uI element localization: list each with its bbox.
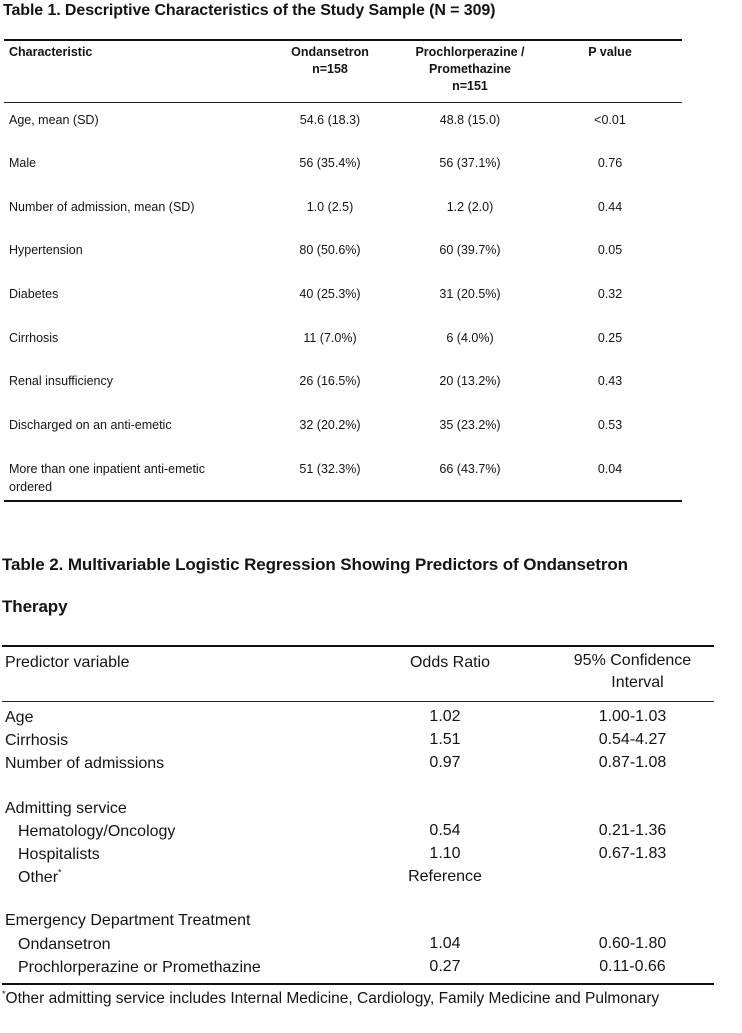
table2-row-label: Ondansetron [18,936,111,953]
table2-row-label: Hospitalists [18,846,100,863]
table1-header-characteristic: Characteristic [9,45,93,59]
table1-row-ondansetron: 80 (50.6%) [299,243,361,257]
table2-row-odds: Reference [408,868,482,885]
table2-row-label: Prochlorperazine or Promethazine [18,959,261,976]
table2-row-label-text: Other [18,869,59,886]
table1-row-prochlor: 56 (37.1%) [439,156,501,170]
table2-row-label: Cirrhosis [5,732,69,749]
table2-top-rule [2,645,714,647]
table1-row-pvalue: 0.05 [597,243,623,257]
table1-row-pvalue: 0.32 [597,287,623,301]
table2-row-odds: 1.51 [429,731,461,748]
table1-header-pvalue: P value [588,45,632,59]
table1-header-ondansetron [270,44,390,78]
table1-row-pvalue: 0.44 [597,200,623,214]
table2-row-ci: 1.00-1.03 [598,708,667,725]
table1-row-prochlor: 66 (43.7%) [439,462,501,476]
table1-row-prochlor: 6 (4.0%) [446,331,494,345]
table1-header-prochlor-line2: Promethazine [429,62,511,76]
table1-row-label: More than one inpatient anti-emetic ordered [9,462,205,494]
table2-row-group-label: Emergency Department Treatment [5,912,251,929]
table1-row-ondansetron: 51 (32.3%) [299,462,361,476]
table1-row-pvalue: 0.76 [597,156,623,170]
table2-header-ci-line1: 95% Confidence [573,652,692,669]
footnote-marker: * [2,988,6,999]
table2-row-label: Age [5,709,34,726]
table2-row-ci: 0.54-4.27 [598,731,667,748]
table1-row-prochlor: 35 (23.2%) [439,418,501,432]
table1-row-prochlor: 1.2 (2.0) [446,200,494,214]
table2-row-odds: 0.97 [429,754,461,771]
table1-row-label: Cirrhosis [9,331,59,345]
table2-bottom-rule [2,983,714,985]
table1-row-pvalue: <0.01 [594,113,626,127]
table2-row-ci: 0.60-1.80 [598,935,667,952]
table2-row-odds: 1.02 [429,708,461,725]
table1-row-ondansetron: 54.6 (18.3) [299,113,361,127]
table2-header-ci-line2: Interval [611,674,664,691]
table1-header-prochlor-n: n=151 [452,79,488,93]
table1-row-ondansetron: 11 (7.0%) [303,331,357,345]
table2-title-line2: Therapy [2,597,68,616]
table1-row-label: Age, mean (SD) [9,113,99,127]
table1-header-ondansetron-label: Ondansetron [291,45,369,59]
table2-header-predictor: Predictor variable [5,654,130,671]
table1-header-ondansetron-n: n=158 [312,62,348,76]
table2-header-ci [545,650,720,694]
table1-row-label: Hypertension [9,243,83,257]
table1-row-prochlor: 31 (20.5%) [439,287,501,301]
table2-row-ci: 0.11-0.66 [599,958,666,975]
table1-row-prochlor: 48.8 (15.0) [439,113,501,127]
table2-footnote-text: Other admitting service includes Internal Medicine, Cardiology, Family Medicine and Pulmonary [5,990,660,1007]
table1-row-ondansetron: 26 (16.5%) [299,374,361,388]
table2-row-ci: 0.21-1.36 [598,822,667,839]
table1-row-label: Male [9,156,37,170]
table1-row-ondansetron: 40 (25.3%) [299,287,361,301]
table1-row-pvalue: 0.43 [597,374,623,388]
table2-row-odds: 0.27 [429,958,461,975]
table1-bottom-rule [4,500,682,502]
table1-row-ondansetron: 56 (35.4%) [299,156,361,170]
table2-row-label: Number of admissions [5,755,165,772]
table1-row-label: Diabetes [9,287,59,301]
table1-row-pvalue: 0.25 [597,331,623,345]
table2-title-line1: Table 2. Multivariable Logistic Regression Showing Predictors of Ondansetron [2,555,628,574]
table1-title: Table 1. Descriptive Characteristics of the Study Sample (N = 309) [3,2,496,19]
table1-header-prochlor-line1: Prochlorperazine / [415,45,525,59]
footnote-marker: * [58,867,62,878]
table2-row-label [18,867,62,889]
table1-row-pvalue: 0.53 [597,418,623,432]
table2-header-odds: Odds Ratio [409,654,491,671]
table1-header-prochlor [390,44,550,95]
table2-row-group-label: Admitting service [5,800,127,817]
table2-footnote [2,988,740,1009]
table2-row-ci: 0.67-1.83 [598,845,667,862]
table1-row-prochlor: 20 (13.2%) [439,374,501,388]
table1-row-ondansetron: 32 (20.2%) [299,418,361,432]
table1-row-ondansetron: 1.0 (2.5) [306,200,354,214]
table1-top-rule [4,39,682,41]
table1-row-pvalue: 0.04 [597,462,623,476]
table1-row-label: Discharged on an anti-emetic [9,418,172,432]
table2-row-ci: 0.87-1.08 [598,754,667,771]
table2-row-odds: 1.10 [429,845,461,862]
table1-row-label: Renal insufficiency [9,374,113,388]
table2-header-rule [2,701,714,702]
table2-row-label: Hematology/Oncology [18,823,176,840]
table1-header-rule [4,102,682,103]
table2-row-odds: 0.54 [429,822,461,839]
table1-row-prochlor: 60 (39.7%) [439,243,501,257]
table1-row-label: Number of admission, mean (SD) [9,200,195,214]
table2-row-odds: 1.04 [429,935,461,952]
